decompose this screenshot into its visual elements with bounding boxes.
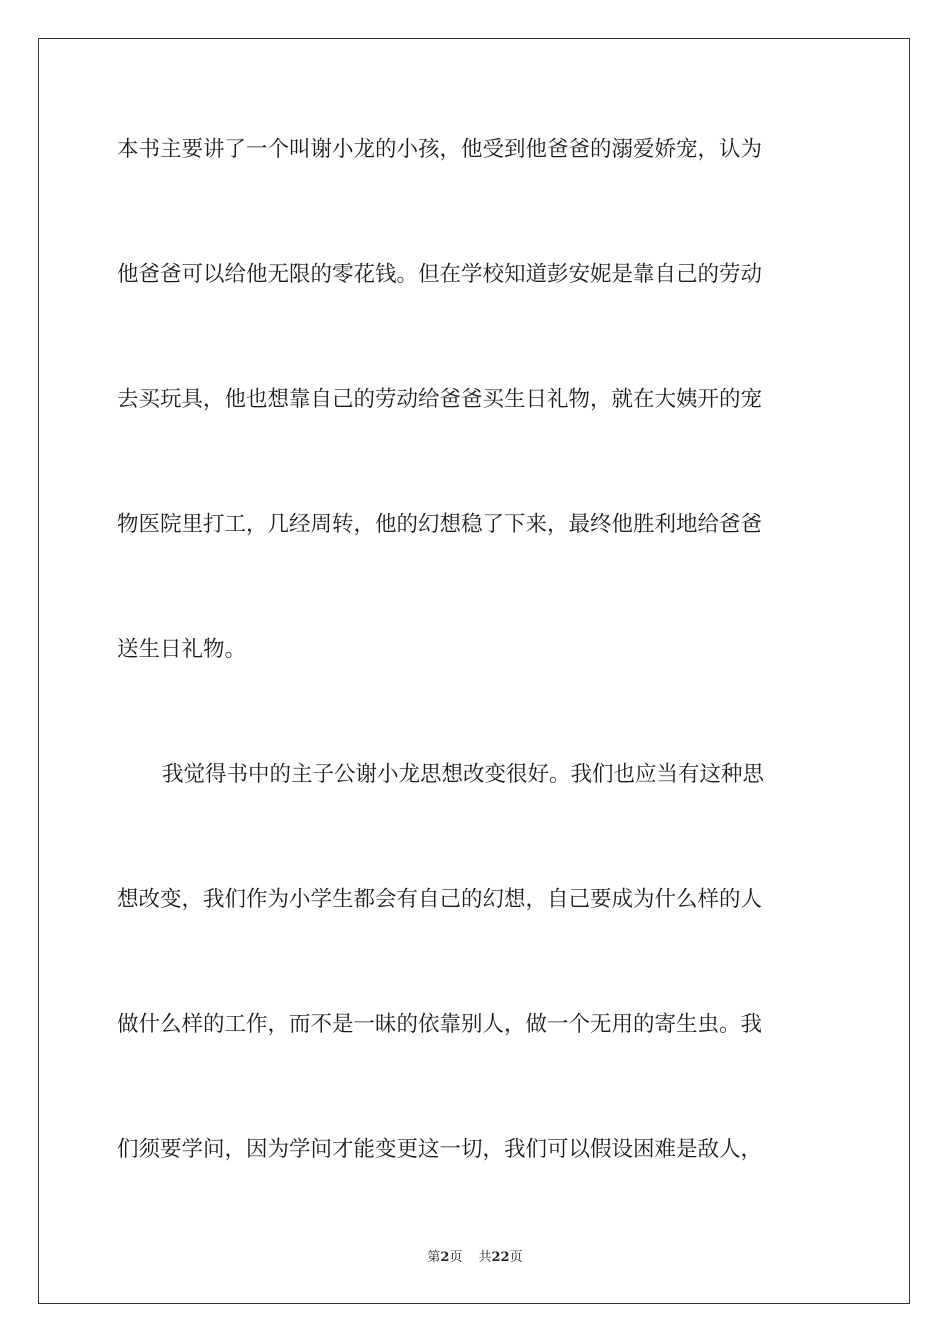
text-line-4: 物医院里打工，几经周转，他的幻想稳了下来，最终他胜利地给爸爸 xyxy=(117,512,763,537)
text-line-9: 们须要学问，因为学问才能变更这一切，我们可以假设困难是敌人， xyxy=(117,1137,763,1162)
text-line-3: 去买玩具，他也想靠自己的劳动给爸爸买生日礼物，就在大姨开的宠 xyxy=(117,387,763,412)
text-line-5: 送生日礼物。 xyxy=(117,637,247,662)
page-prefix: 第 xyxy=(427,1250,441,1265)
page-border xyxy=(38,38,910,1304)
page-suffix: 页 xyxy=(449,1250,463,1265)
total-prefix: 共 xyxy=(478,1250,492,1265)
page-number: 2 xyxy=(440,1250,450,1265)
text-line-6: 我觉得书中的主子公谢小龙思想改变很好。我们也应当有这种思 xyxy=(162,762,765,787)
total-suffix: 页 xyxy=(509,1250,523,1265)
text-line-8: 做什么样的工作，而不是一昧的依靠别人，做一个无用的寄生虫。我 xyxy=(117,1012,763,1037)
page-footer xyxy=(0,1246,950,1265)
total-pages: 22 xyxy=(491,1250,510,1265)
text-line-2: 他爸爸可以给他无限的零花钱。但在学校知道彭安妮是靠自己的劳动 xyxy=(117,262,763,287)
text-line-1: 本书主要讲了一个叫谢小龙的小孩，他受到他爸爸的溺爱娇宠，认为 xyxy=(117,137,763,162)
text-line-7: 想改变，我们作为小学生都会有自己的幻想，自己要成为什么样的人 xyxy=(117,887,763,912)
